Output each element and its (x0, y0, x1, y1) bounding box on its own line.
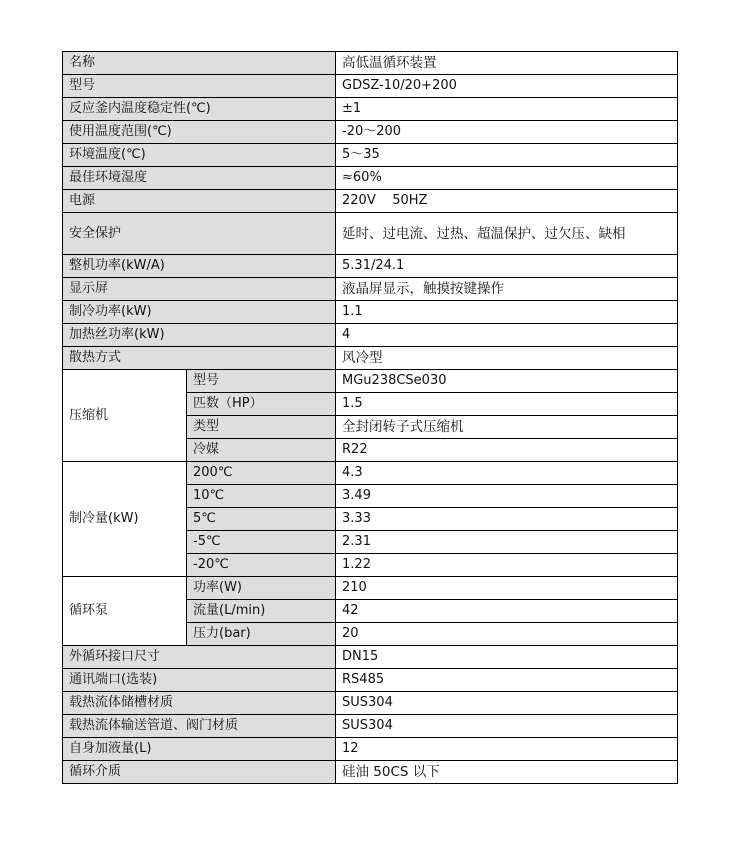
row-value: 硅油 50CS 以下 (336, 761, 678, 784)
table-row (63, 190, 678, 213)
row-value: RS485 (336, 669, 678, 692)
row-label: 反应釜内温度稳定性(℃) (63, 98, 336, 121)
row-value: 5.31/24.1 (336, 255, 678, 278)
row-value: 1.5 (336, 393, 678, 416)
row-label: 最佳环境湿度 (63, 167, 336, 190)
table-row (63, 52, 678, 75)
row-value: 全封闭转子式压缩机 (336, 416, 678, 439)
row-value: 延时、过电流、过热、超温保护、过欠压、缺相 (336, 213, 678, 255)
row-label: 自身加液量(L) (63, 738, 336, 761)
sub-label: 型号 (187, 370, 336, 393)
table-row (63, 715, 678, 738)
row-value: 液晶屏显示，触摸按键操作 (336, 278, 678, 301)
table-row (63, 370, 678, 393)
row-label: 显示屏 (63, 278, 336, 301)
row-value: 12 (336, 738, 678, 761)
row-value: 42 (336, 600, 678, 623)
row-label: 名称 (63, 52, 336, 75)
table-row (63, 121, 678, 144)
table-row (63, 167, 678, 190)
sub-label: 5℃ (187, 508, 336, 531)
row-value: 3.49 (336, 485, 678, 508)
sub-label: 功率(W) (187, 577, 336, 600)
sub-label: -5℃ (187, 531, 336, 554)
table-row (63, 761, 678, 784)
row-value: 2.31 (336, 531, 678, 554)
row-value: 1.1 (336, 301, 678, 324)
row-value: 4.3 (336, 462, 678, 485)
row-value: 高低温循环装置 (336, 52, 678, 75)
table-row (63, 75, 678, 98)
table-row (63, 98, 678, 121)
row-value: MGu238CSe030 (336, 370, 678, 393)
sub-label: 冷媒 (187, 439, 336, 462)
row-value: SUS304 (336, 715, 678, 738)
row-value: 风冷型 (336, 347, 678, 370)
row-label: 安全保护 (63, 213, 336, 255)
table-row (63, 646, 678, 669)
group-label-compressor: 压缩机 (63, 370, 187, 462)
sub-label: 200℃ (187, 462, 336, 485)
row-label: 使用温度范围(℃) (63, 121, 336, 144)
table-row (63, 324, 678, 347)
sub-label: 压力(bar) (187, 623, 336, 646)
row-value: SUS304 (336, 692, 678, 715)
row-value: 3.33 (336, 508, 678, 531)
row-label: 制冷功率(kW) (63, 301, 336, 324)
row-label: 通讯端口(选装) (63, 669, 336, 692)
row-value: 1.22 (336, 554, 678, 577)
sub-label: -20℃ (187, 554, 336, 577)
table-row (63, 738, 678, 761)
spec-table (62, 51, 678, 784)
table-row (63, 213, 678, 255)
row-label: 外循环接口尺寸 (63, 646, 336, 669)
row-value: 5～35 (336, 144, 678, 167)
sub-label: 10℃ (187, 485, 336, 508)
table-row (63, 301, 678, 324)
sub-label: 匹数（HP） (187, 393, 336, 416)
row-value: 4 (336, 324, 678, 347)
row-value: 220V 50HZ (336, 190, 678, 213)
table-row (63, 669, 678, 692)
table-row (63, 144, 678, 167)
sub-label: 类型 (187, 416, 336, 439)
group-label-pump: 循环泵 (63, 577, 187, 646)
row-label: 载热流体输送管道、阀门材质 (63, 715, 336, 738)
table-row (63, 577, 678, 600)
table-row (63, 692, 678, 715)
row-label: 循环介质 (63, 761, 336, 784)
row-label: 载热流体储槽材质 (63, 692, 336, 715)
row-value: R22 (336, 439, 678, 462)
row-value: ±1 (336, 98, 678, 121)
sub-label: 流量(L/min) (187, 600, 336, 623)
row-value: 210 (336, 577, 678, 600)
row-label: 型号 (63, 75, 336, 98)
row-value: ≈60% (336, 167, 678, 190)
row-value: -20～200 (336, 121, 678, 144)
group-label-cooling: 制冷量(kW) (63, 462, 187, 577)
row-label: 散热方式 (63, 347, 336, 370)
table-row (63, 462, 678, 485)
row-label: 加热丝功率(kW) (63, 324, 336, 347)
row-value: GDSZ-10/20+200 (336, 75, 678, 98)
row-value: DN15 (336, 646, 678, 669)
row-label: 整机功率(kW/A) (63, 255, 336, 278)
row-label: 环境温度(℃) (63, 144, 336, 167)
row-value: 20 (336, 623, 678, 646)
table-row (63, 255, 678, 278)
row-label: 电源 (63, 190, 336, 213)
table-row (63, 278, 678, 301)
table-row (63, 347, 678, 370)
